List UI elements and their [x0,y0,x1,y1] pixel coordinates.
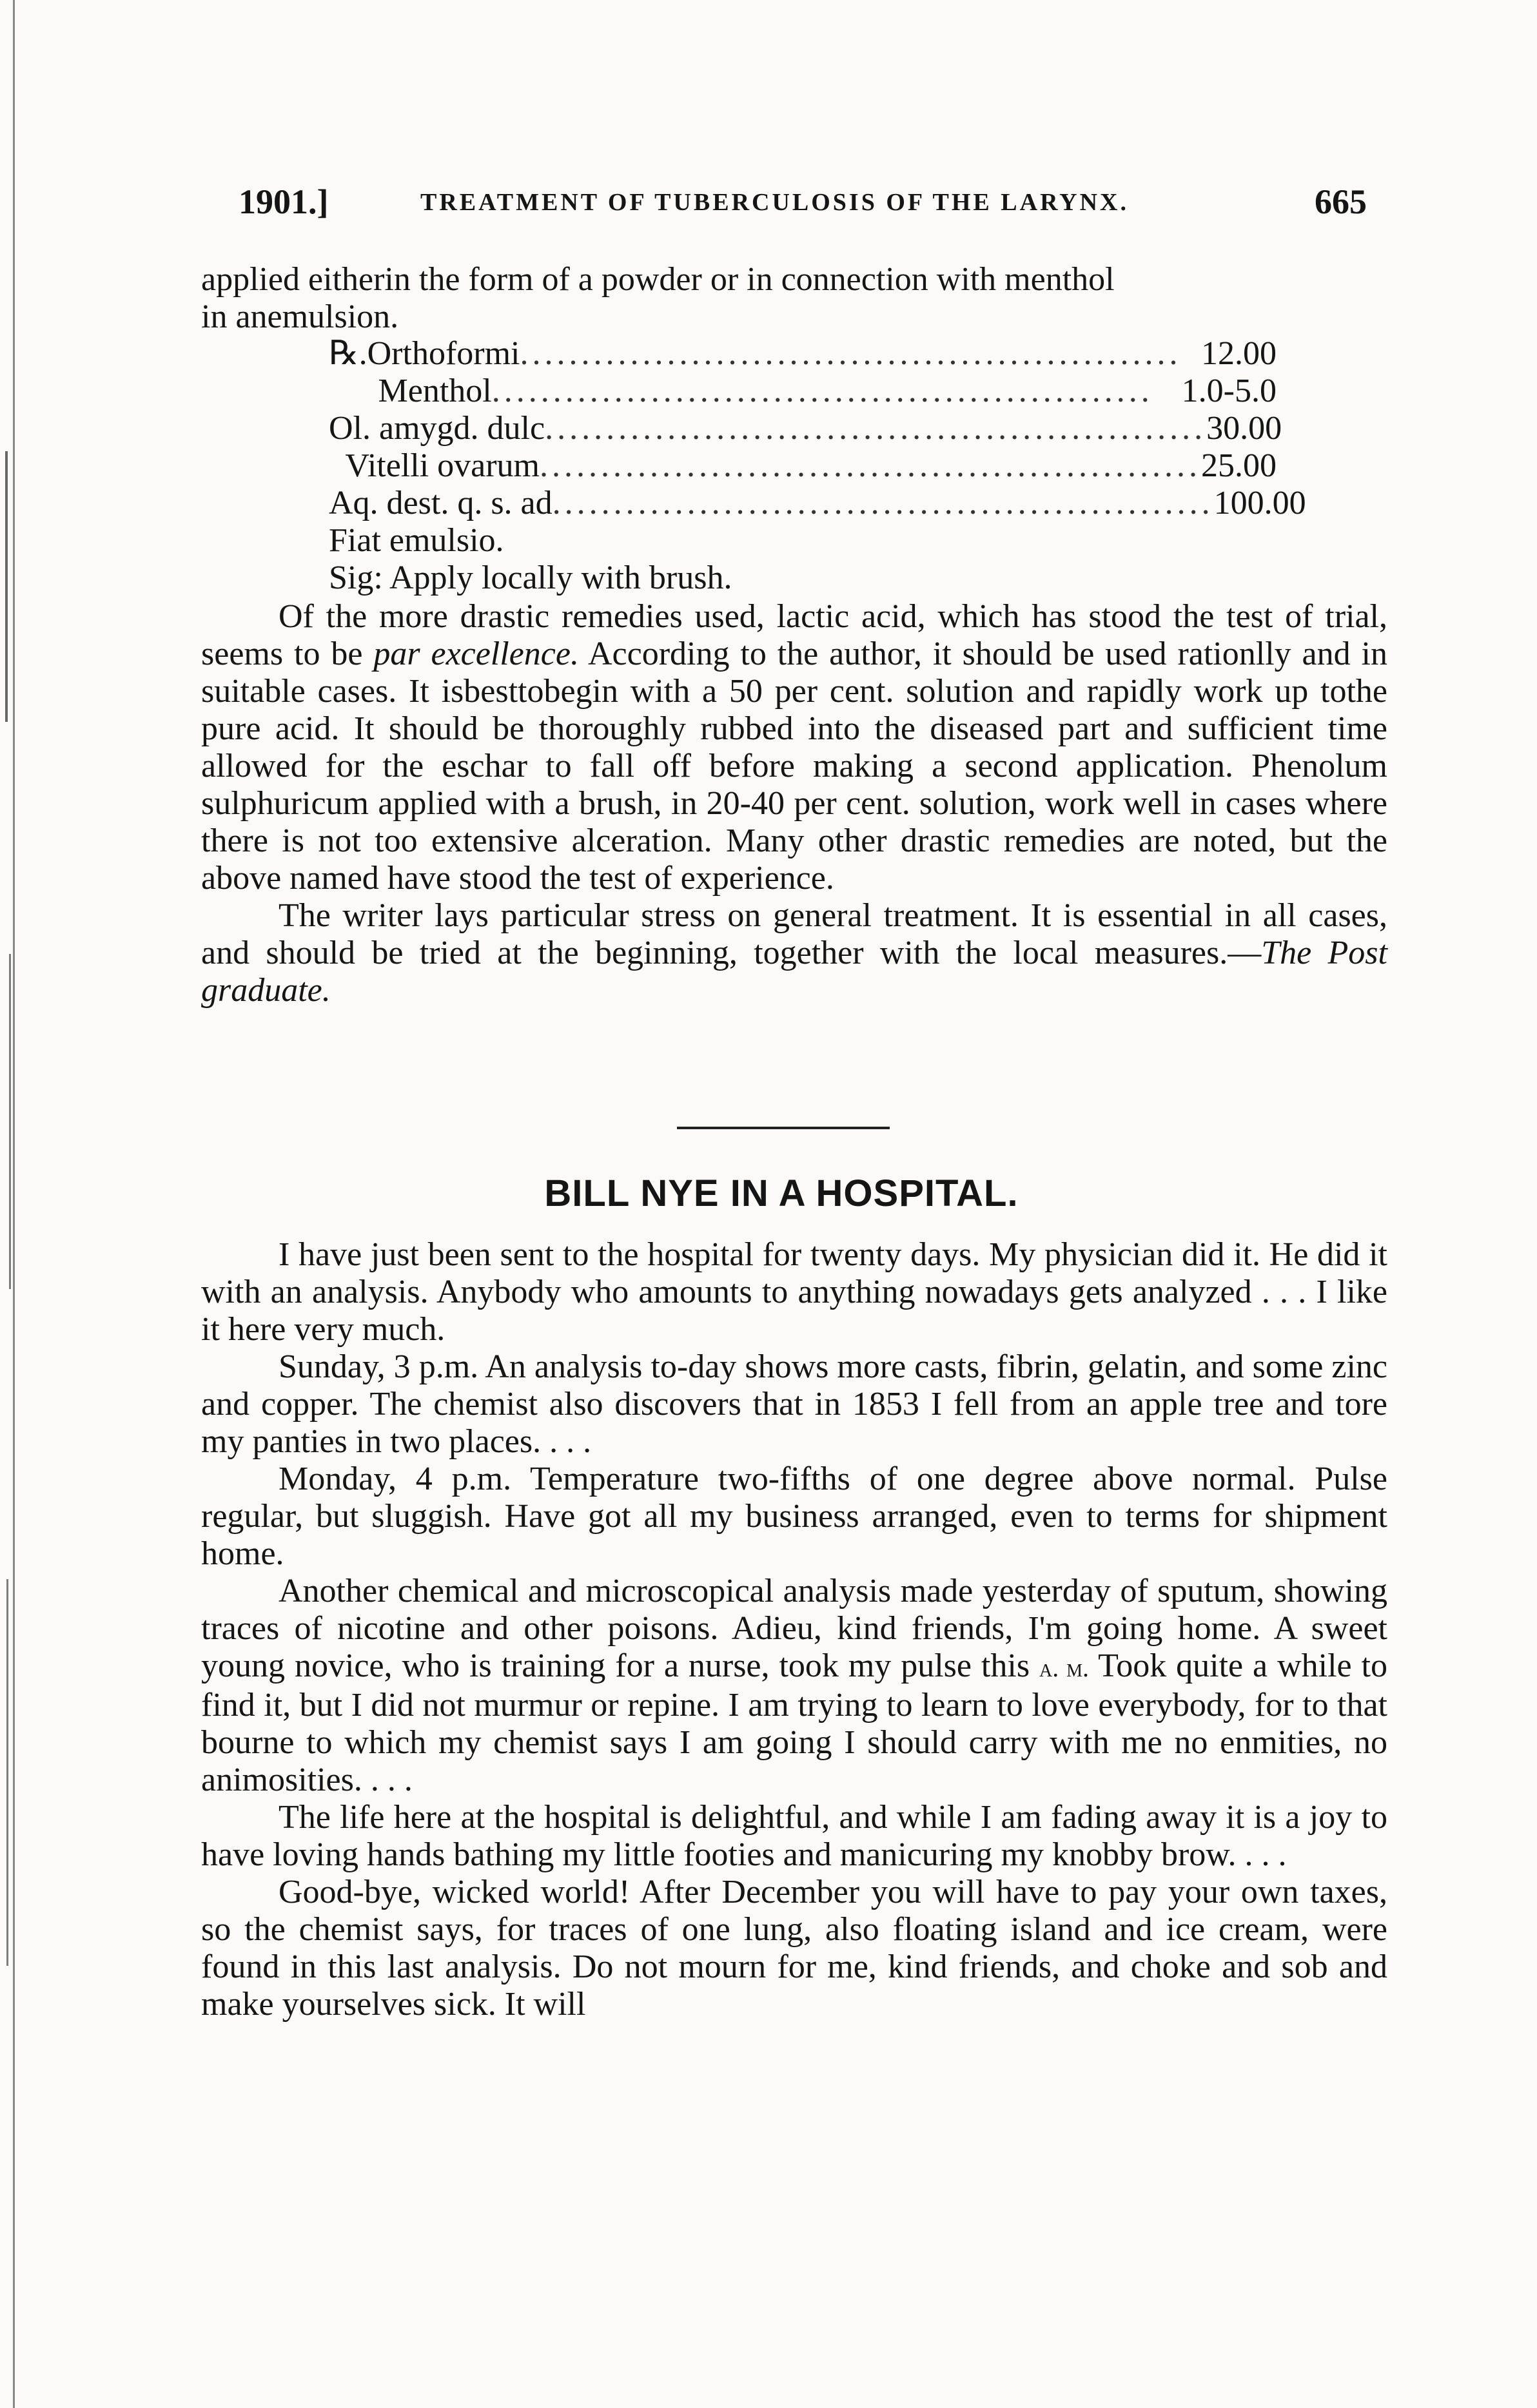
scan-edge-mark [5,451,8,722]
running-title: TREATMENT OF TUBERCULOSIS OF THE LARYNX. [420,189,1129,216]
ingredient-name: Vitelli ovarum [345,447,540,484]
prescription-row [329,335,1277,373]
paragraph-text: Of the more drastic remedies used, lactic acid, which has stood the test of trial, seems to be [201,598,1387,672]
bill-nye-article [201,1236,1387,2023]
prescription-row [329,373,1277,410]
paragraph: I have just been sent to the hospital for twenty days. My physician did it. He did it with an analysis. Anybody who amounts to anything nowadays gets analyzed . . . I like it here very much. [201,1236,1387,1348]
article-title: BILL NYE IN A HOSPITAL. [544,1172,1019,1214]
leader-dots: ...................................................... [552,485,1214,521]
italic-phrase: par excellence. [373,636,579,672]
section-divider [677,1127,890,1129]
prescription-row [329,485,1306,522]
paragraph: Sunday, 3 p.m. An analysis to-day shows more casts, fibrin, gelatin, and some zinc and copper. The chemist also discovers that in 1853 I fell from an apple tree and tore my panties in two places. . . . [201,1348,1387,1460]
prescription-row [329,410,1282,447]
intro-text [201,261,1387,336]
running-header [239,182,1367,227]
ingredient-name: Orthoformi [367,335,520,372]
paragraph: Good-bye, wicked world! After December you will have to pay your own taxes, so the chemist says, for traces of one lung, also floating island and ice cream, were found in this last analysis. Do not mourn for me, kind friends, and choke and sob and make yourselves sick. It will [201,1874,1387,2023]
prescription [329,335,1306,522]
header-year: 1901.] [239,182,329,221]
text-line: applied eitherin the form of a powder or in connection with menthol [201,261,1115,298]
scan-edge-mark [6,1579,8,1966]
prescription-footer [329,522,732,597]
scan-edge-mark [13,0,15,2408]
paragraph-text: The writer lays particular stress on general treatment. It is essential in all cases, and should be tried at the beginning, together with the local measures.— [201,897,1387,971]
fiat-line: Fiat emulsio. [329,522,504,559]
scan-edge-mark [9,954,11,1289]
ingredient-qty: 1.0-5.0 [1181,373,1277,409]
ingredient-name: Aq. dest. q. s. ad [329,485,553,521]
source-citation: The Post graduate. [201,935,1387,1009]
paragraph: Monday, 4 p.m. Temperature two-fifths of one degree above normal. Pulse regular, but sluggish. Have got all my business arranged, even to terms for shipment home. [201,1461,1387,1572]
sig-line: Sig: Apply locally with brush. [329,559,732,596]
paragraph-text: Took quite a while to find it, but I did not murmur or repine. I am trying to learn to love everybody, for to that bourne to which my chemist says I am going I should carry with me no enmities, no animosities. . . . [201,1647,1387,1798]
ingredient-qty: 30.00 [1206,410,1282,447]
page-number: 665 [1315,182,1367,221]
leader-dots: ...................................................... [540,447,1201,484]
ingredient-name: Ol. amygd. dulc [329,410,545,447]
drastic-remedies-paragraph [201,598,1387,1009]
paragraph [201,897,1387,1009]
paragraph-text: Another chemical and microscopical analysis made yesterday of sputum, showing traces of nicotine and other poisons. Adieu, kind friends, I'm going home. A sweet young novice, who is training for a nurse, took my pulse this [201,1573,1387,1684]
paragraph: The life here at the hospital is delightful, and while I am fading away it is a joy to have loving hands bathing my little footies and manicuring my knobby brow. . . . [201,1799,1387,1873]
paragraph [201,598,1387,897]
ingredient-qty: 100.00 [1213,485,1306,521]
paragraph-text: According to the author, it should be used rationlly and in suitable cases. It isbesttobegin with a 50 per cent. solution and rapidly work up tothe pure acid. It should be thoroughly rubbed into the diseased part and sufficient time allowed for the eschar to fall off before making a second application. Phenolum sulphuricum applied with a brush, in 20-40 per cent. solution, work well in cases where there is not too extensive alceration. Many other drastic remedies are noted, but the above named have stood the test of experience. [201,636,1387,897]
ingredient-qty: 25.00 [1201,447,1277,484]
ingredient-qty: 12.00 [1201,335,1277,372]
leader-dots: ...................................................... [491,373,1153,409]
prescription-row [329,447,1277,485]
time-abbrev: a. m. [1039,1653,1090,1682]
ingredient-name: Menthol [378,373,492,409]
leader-dots: ...................................................... [545,410,1207,447]
leader-dots: ...................................................... [520,335,1182,372]
paragraph [201,1573,1387,1799]
text-line: in anemulsion. [201,298,399,335]
recipe-symbol: ℞. [329,335,367,372]
